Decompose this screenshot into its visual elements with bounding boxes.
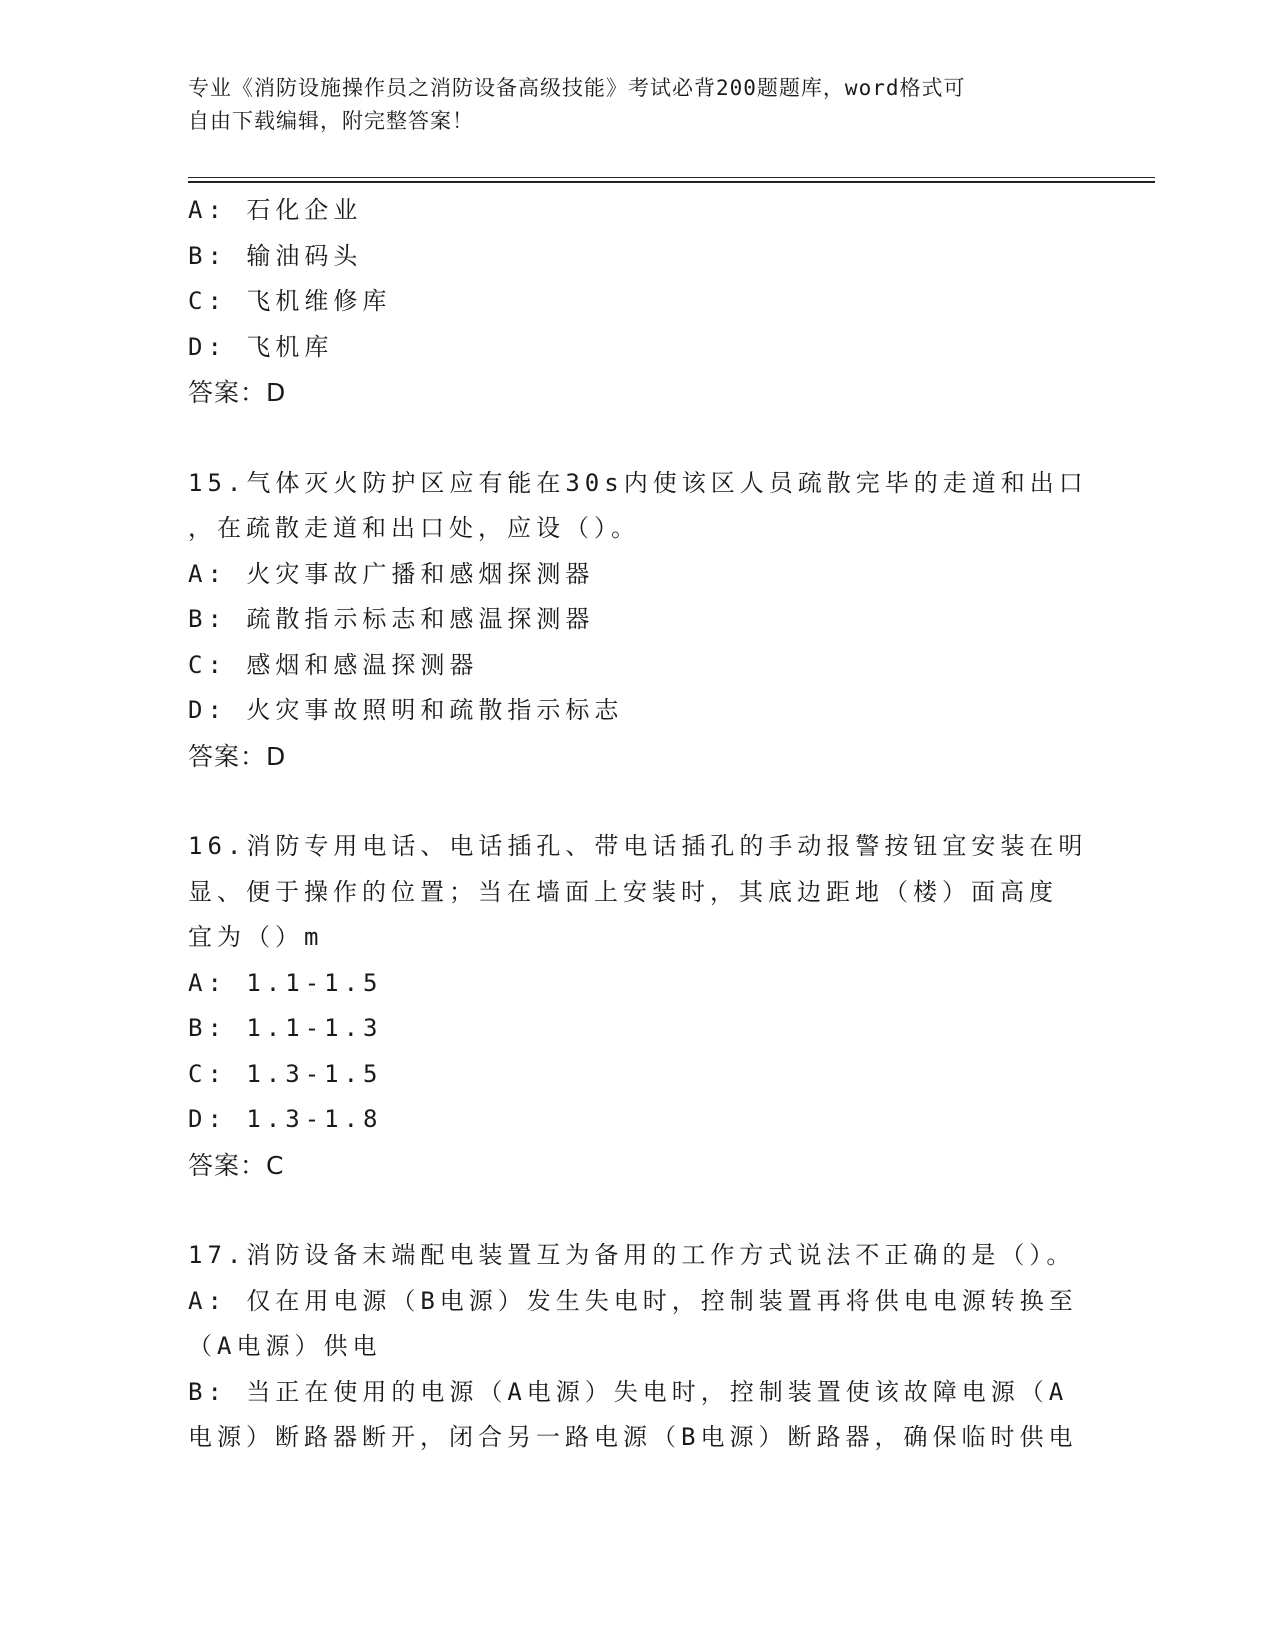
option-b: B: 疏散指示标志和感温探测器	[188, 605, 595, 633]
question-17-block	[188, 1233, 1088, 1461]
option-b: B: 输油码头	[188, 241, 363, 270]
answer-line: 答案：D	[188, 378, 287, 407]
option-d: D: 1.3-1.8	[188, 1105, 383, 1133]
question-list	[188, 188, 1088, 1461]
option-b-line: B: 当正在使用的电源（A电源）失电时，控制装置使该故障电源（A	[188, 1377, 1069, 1406]
question-15-block	[188, 461, 1088, 780]
option-a-continuation: （A电源）供电	[188, 1332, 382, 1360]
question-stem-line: ，在疏散走道和出口处，应设（）。	[188, 514, 640, 542]
answer-line: 答案：D	[188, 741, 287, 771]
option-b: B: 1.1-1.3	[188, 1014, 383, 1042]
option-c: C: 飞机维修库	[188, 287, 392, 315]
spacer	[188, 416, 1088, 461]
option-b-continuation: 电源）断路器断开，闭合另一路电源（B电源）断路器，确保临时供电	[188, 1423, 1078, 1451]
option-c: C: 感烟和感温探测器	[188, 650, 479, 679]
document-header	[188, 72, 1068, 138]
question-stem-line: 16.消防专用电话、电话插孔、带电话插孔的手动报警按钮宜安装在明	[188, 832, 1088, 860]
header-divider-thick	[188, 181, 1155, 183]
option-a: A: 石化企业	[188, 196, 363, 224]
question-stem-line: 显、便于操作的位置；当在墙面上安装时，其底边距地（楼）面高度	[188, 877, 1058, 906]
option-c: C: 1.3-1.5	[188, 1059, 383, 1088]
header-line-1: 专业《消防设施操作员之消防设备高级技能》考试必背200题题库，word格式可	[188, 76, 966, 100]
question-16-block	[188, 824, 1088, 1188]
question-stem-line: 15.气体灭火防护区应有能在30s内使该区人员疏散完毕的走道和出口	[188, 468, 1088, 497]
spacer	[188, 779, 1088, 824]
answer-line: 答案：C	[188, 1150, 285, 1180]
header-line-2: 自由下载编辑，附完整答案！	[188, 109, 474, 133]
option-a: A: 1.1-1.5	[188, 968, 383, 997]
question-stem-line: 宜为（）m	[188, 923, 324, 951]
spacer	[188, 1188, 1088, 1233]
option-d: D: 火灾事故照明和疏散指示标志	[188, 696, 624, 724]
option-d: D: 飞机库	[188, 332, 334, 361]
header-divider-thin	[188, 177, 1155, 178]
question-stem-line: 17.消防设备末端配电装置互为备用的工作方式说法不正确的是（）。	[188, 1241, 1076, 1269]
option-a-line: A: 仅在用电源（B电源）发生失电时，控制装置再将供电电源转换至	[188, 1286, 1078, 1315]
option-a: A: 火灾事故广播和感烟探测器	[188, 559, 595, 588]
question-14-block	[188, 188, 1088, 416]
